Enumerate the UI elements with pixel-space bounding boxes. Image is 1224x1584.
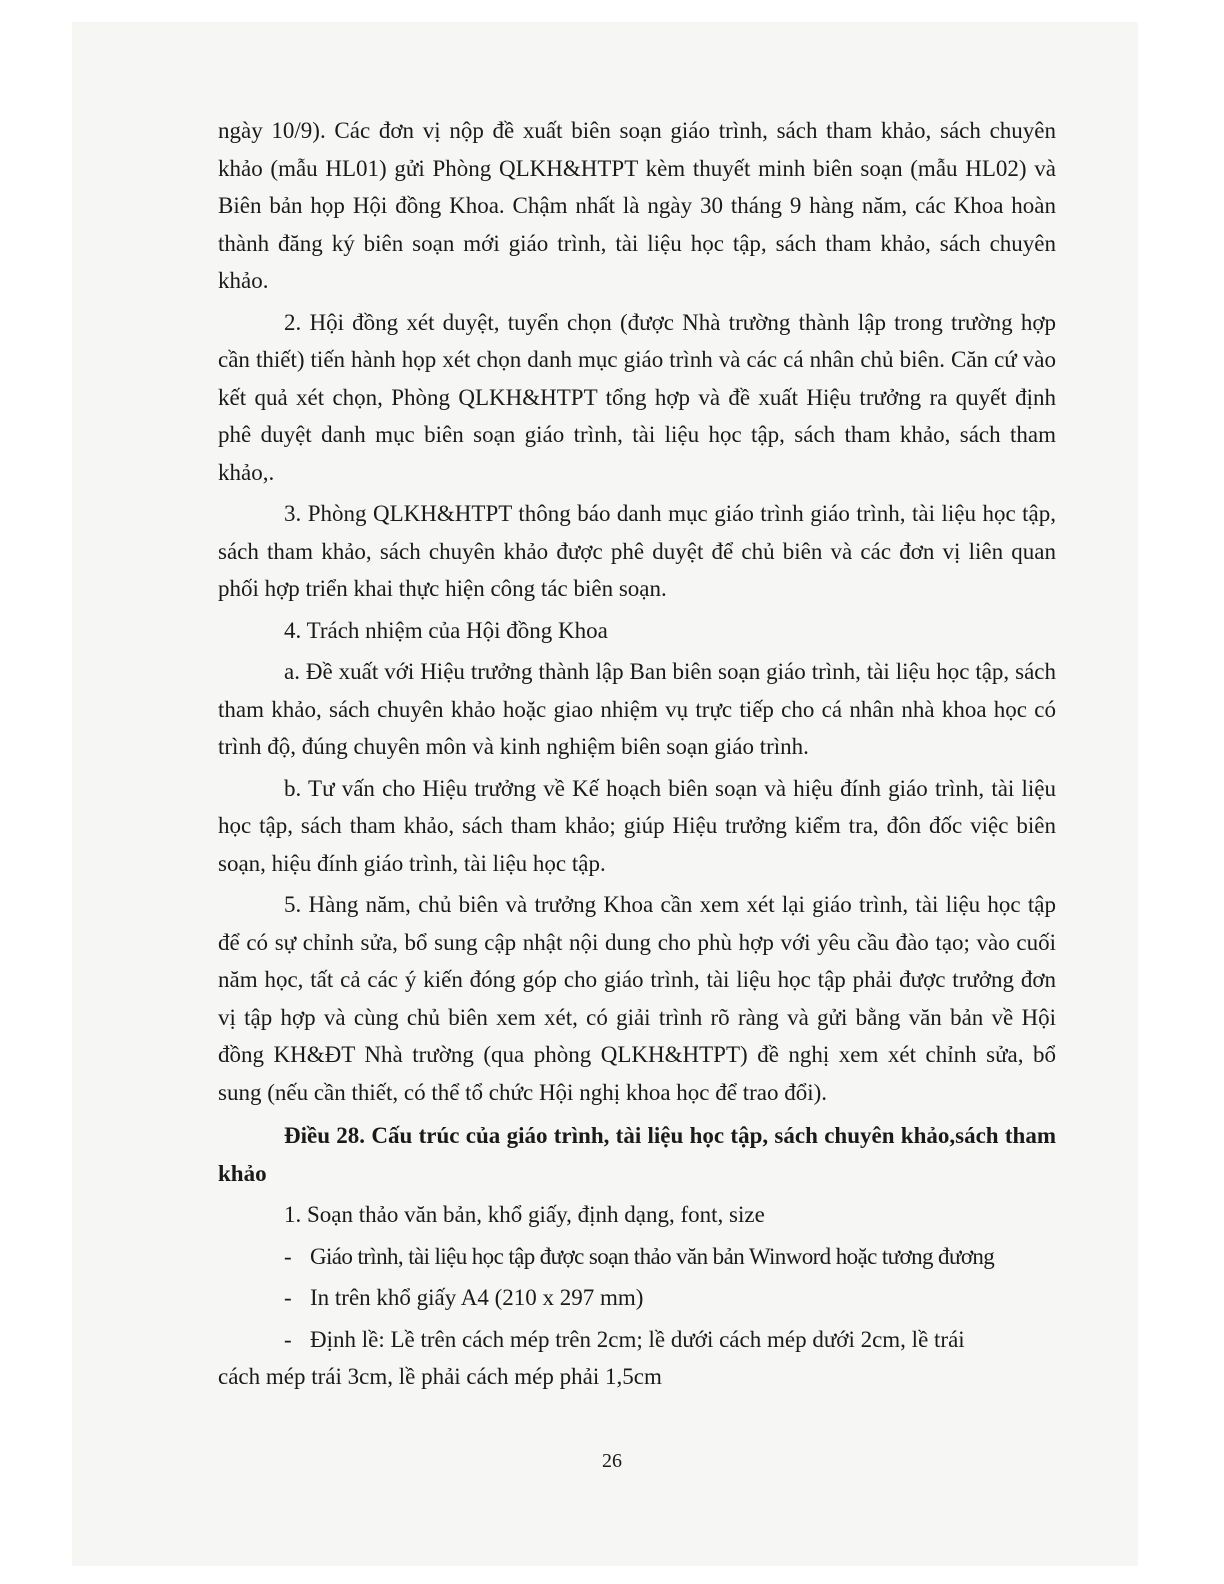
- dash-item-text: Định lề: Lề trên cách mép trên 2cm; lề dưới cách mép dưới 2cm, lề trái: [310, 1326, 965, 1352]
- dash-item-continuation: cách mép trái 3cm, lề phải cách mép phải 1,5cm: [218, 1364, 662, 1389]
- paragraph-item-4: 4. Trách nhiệm của Hội đồng Khoa: [284, 617, 608, 643]
- document-body: [218, 112, 1056, 1396]
- article-heading: Điều 28. Cấu trúc của giáo trình, tài liệu học tập, sách chuyên khảo,sách tham khảo: [218, 1123, 1056, 1186]
- article-item-1: 1. Soạn thảo văn bản, khổ giấy, định dạng, font, size: [284, 1202, 765, 1227]
- paragraph-item-4b: b. Tư vấn cho Hiệu trưởng về Kế hoạch biên soạn và hiệu đính giáo trình, tài liệu học tập, sách tham khảo, sách tham khảo; giúp Hiệu trưởng kiểm tra, đôn đốc việc biên soạn, hiệu đính giáo trình, tài liệu học tập.: [218, 775, 1056, 876]
- page-number: 26: [602, 1450, 622, 1472]
- dash-marker: -: [284, 1326, 292, 1352]
- dash-marker: -: [284, 1243, 292, 1269]
- paragraph-item-2: 2. Hội đồng xét duyệt, tuyển chọn (được Nhà trường thành lập trong trường hợp cần thiết) tiến hành họp xét chọn danh mục giáo trình và các cá nhân chủ biên. Căn cứ vào kết quả xét chọn, Phòng QLKH&HTPT tổng hợp và đề xuất Hiệu trưởng ra quyết định phê duyệt danh mục biên soạn giáo trình, tài liệu học tập, sách tham khảo, sách tham khảo,.: [218, 309, 1056, 485]
- paragraph-item-3: 3. Phòng QLKH&HTPT thông báo danh mục giáo trình giáo trình, tài liệu học tập, sách tham khảo, sách chuyên khảo được phê duyệt để chủ biên và các đơn vị liên quan phối hợp triển khai thực hiện công tác biên soạn.: [218, 501, 1056, 601]
- paragraph-item-4a: a. Đề xuất với Hiệu trưởng thành lập Ban biên soạn giáo trình, tài liệu học tập, sách tham khảo, sách chuyên khảo hoặc giao nhiệm vụ trực tiếp cho cá nhân nhà khoa học có trình độ, đúng chuyên môn và kinh nghiệm biên soạn giáo trình.: [218, 659, 1056, 759]
- dash-marker: -: [284, 1285, 292, 1310]
- dash-list-item: [218, 1238, 1056, 1276]
- dash-item-text: Giáo trình, tài liệu học tập được soạn thảo văn bản Winword hoặc tương đương: [310, 1243, 995, 1269]
- paragraph-continuation: ngày 10/9). Các đơn vị nộp đề xuất biên soạn giáo trình, sách tham khảo, sách chuyên khảo (mẫu HL01) gửi Phòng QLKH&HTPT kèm thuyết minh biên soạn (mẫu HL02) và Biên bản họp Hội đồng Khoa. Chậm nhất là ngày 30 tháng 9 hàng năm, các Khoa hoàn thành đăng ký biên soạn mới giáo trình, tài liệu học tập, sách tham khảo, sách chuyên khảo.: [218, 118, 1056, 293]
- paragraph-item-5: 5. Hàng năm, chủ biên và trưởng Khoa cần xem xét lại giáo trình, tài liệu học tập để có sự chỉnh sửa, bổ sung cập nhật nội dung cho phù hợp với yêu cầu đào tạo; vào cuối năm học, tất cả các ý kiến đóng góp cho giáo trình, tài liệu học tập phải được trưởng đơn vị tập hợp và cùng chủ biên xem xét, có giải trình rõ ràng và gửi bằng văn bản về Hội đồng KH&ĐT Nhà trường (qua phòng QLKH&HTPT) đề nghị xem xét chỉnh sửa, bổ sung (nếu cần thiết, có thể tổ chức Hội nghị khoa học để trao đổi).: [218, 892, 1056, 1105]
- dash-list-item: [218, 1279, 1056, 1317]
- dash-list-item: [218, 1321, 1056, 1359]
- dash-item-text: In trên khổ giấy A4 (210 x 297 mm): [310, 1285, 644, 1310]
